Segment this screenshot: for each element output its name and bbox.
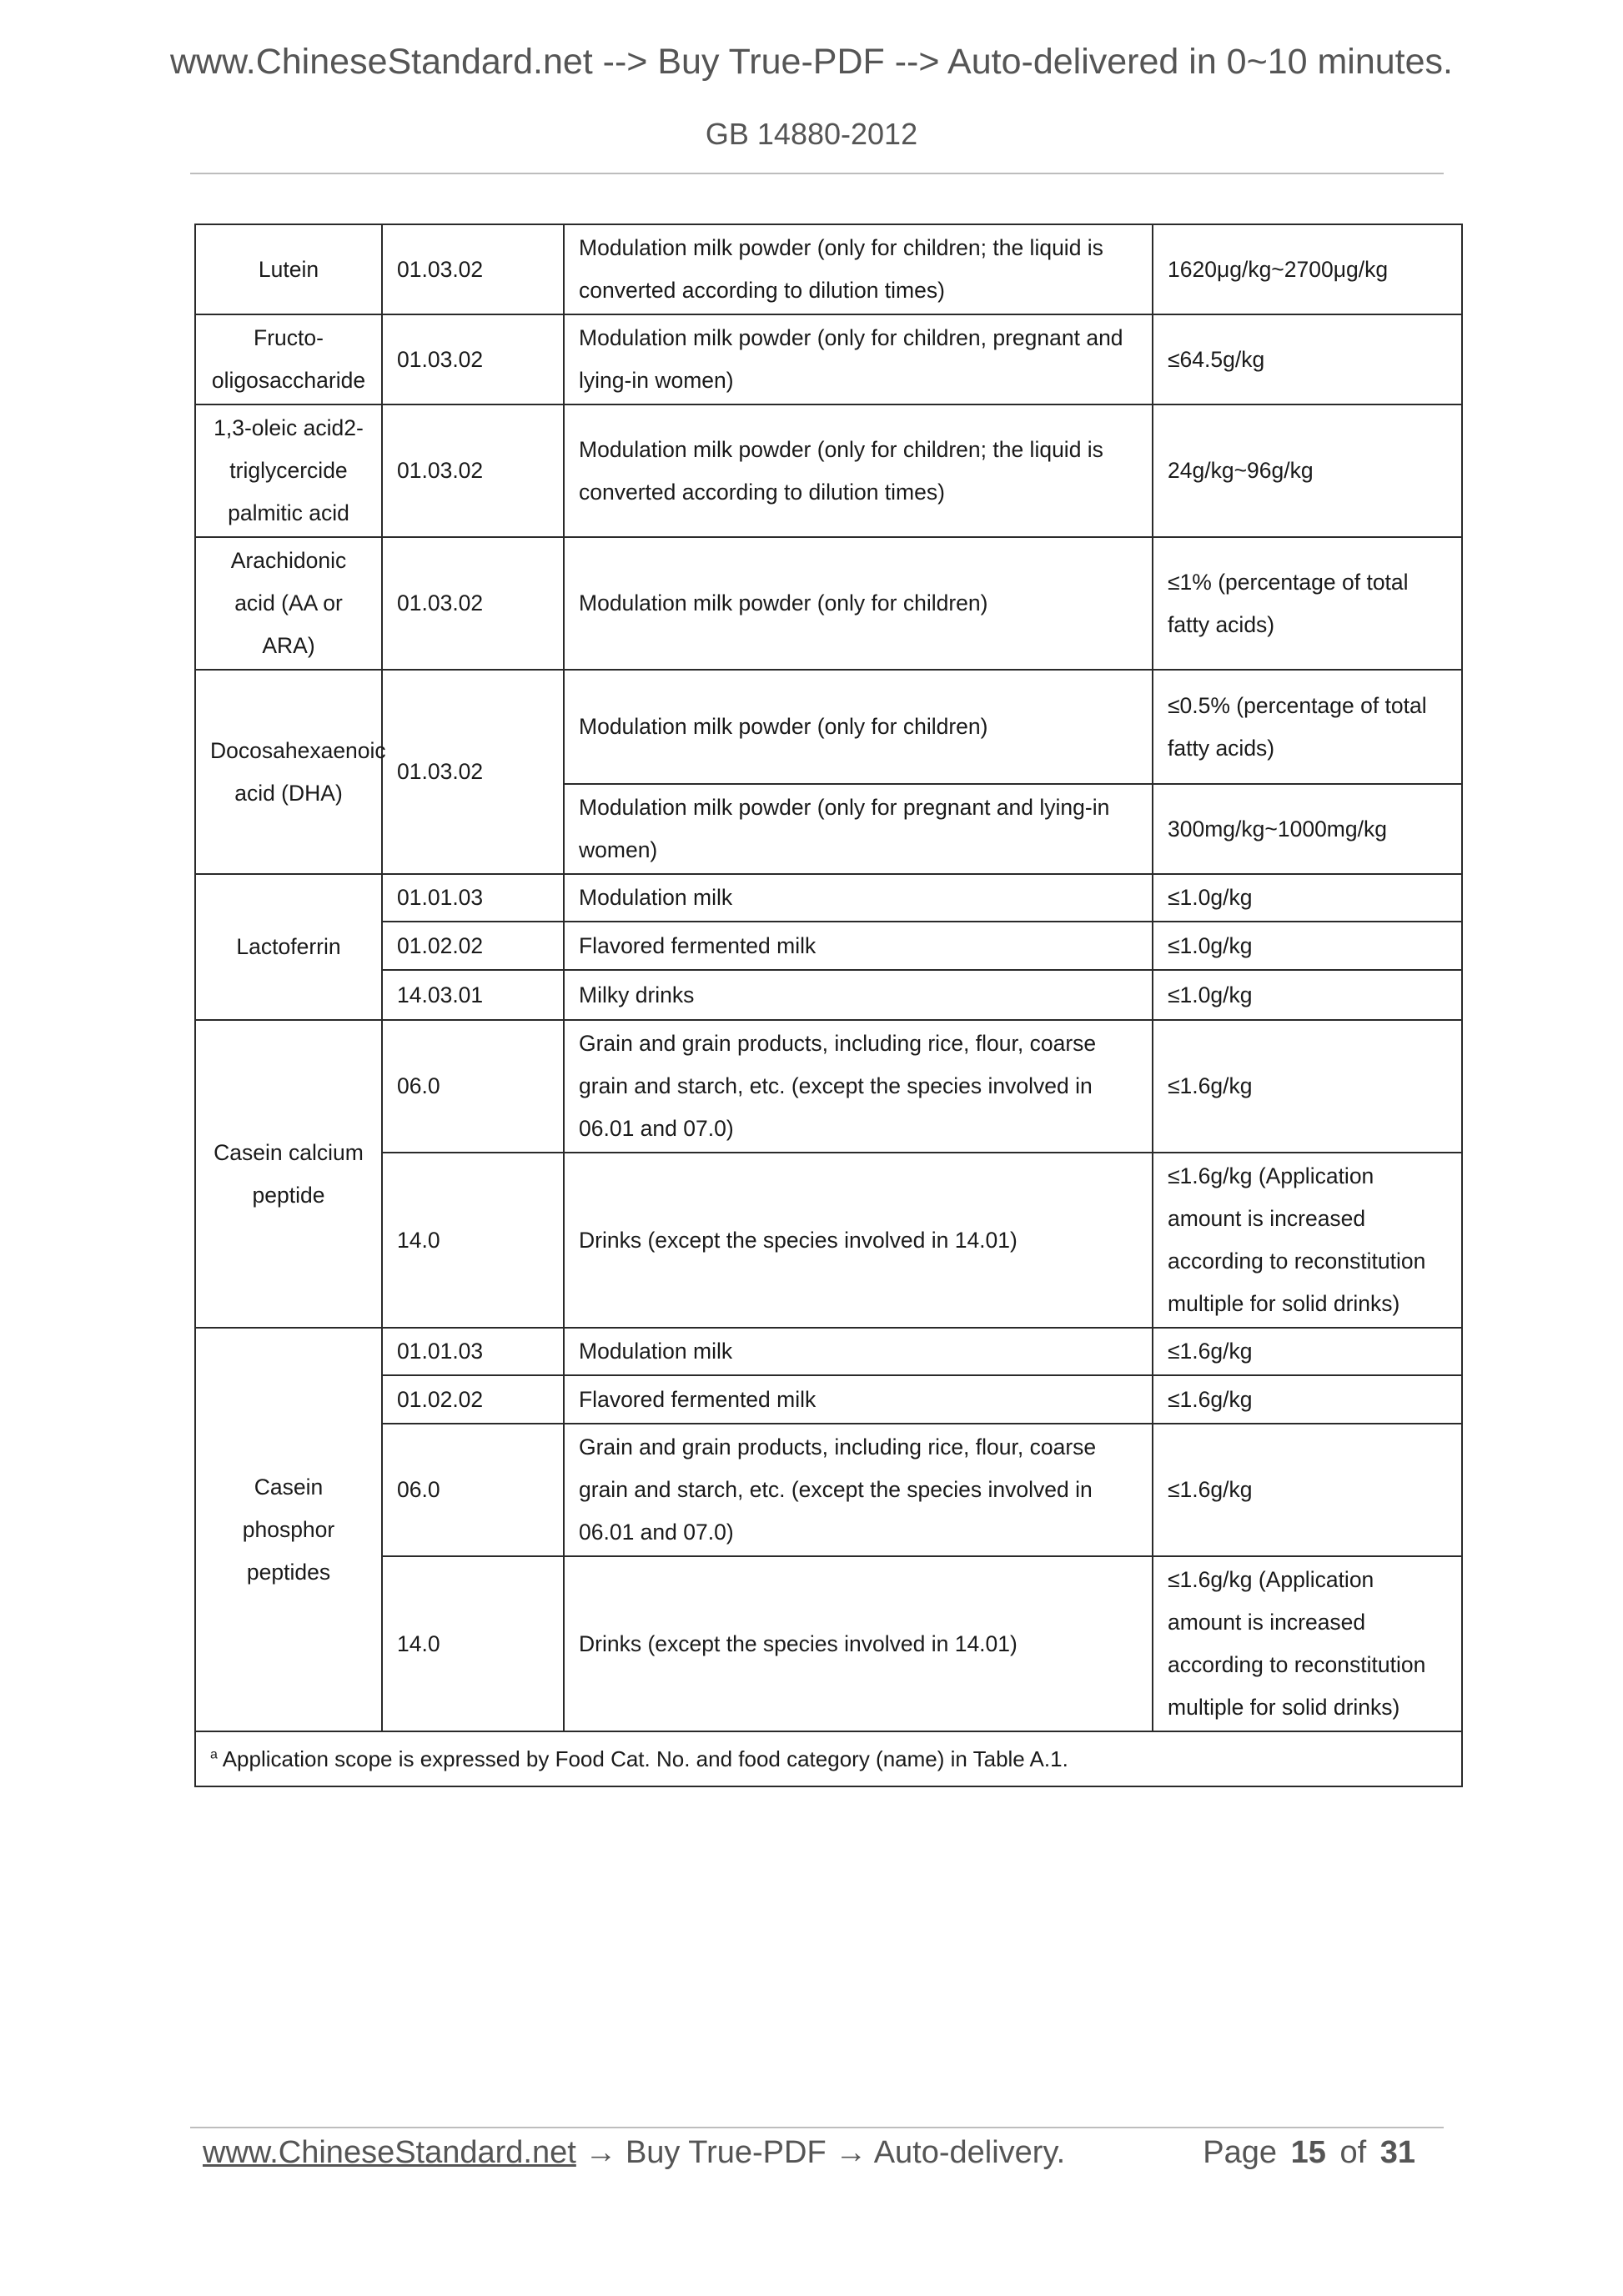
food-cat-no: 01.03.02 [382, 537, 564, 670]
use-amount: ≤1.6g/kg [1153, 1375, 1462, 1424]
of-label: of [1339, 2135, 1367, 2170]
use-amount: ≤1.0g/kg [1153, 874, 1462, 922]
food-category: Modulation milk powder (only for pregnant and lying-in women) [564, 784, 1153, 874]
food-category: Grain and grain products, including rice, flour, coarse grain and starch, etc. (except the species involved in 06.01 and 07.0) [564, 1424, 1153, 1556]
food-category: Modulation milk powder (only for children) [564, 537, 1153, 670]
substance-name: Fructo-oligosaccharide [195, 314, 382, 404]
footnote-text: Application scope is expressed by Food Cat. No. and food category (name) in Table A.1. [222, 1746, 1068, 1771]
food-category: Modulation milk powder (only for children) [564, 670, 1153, 784]
food-category: Flavored fermented milk [564, 1375, 1153, 1424]
food-category: Modulation milk powder (only for children, pregnant and lying-in women) [564, 314, 1153, 404]
food-category: Modulation milk powder (only for children; the liquid is converted according to dilution times) [564, 404, 1153, 537]
food-category: Grain and grain products, including rice, flour, coarse grain and starch, etc. (except the species involved in 06.01 and 07.0) [564, 1020, 1153, 1153]
use-amount: ≤1.0g/kg [1153, 970, 1462, 1020]
table-row [195, 1556, 1462, 1731]
footer-divider [190, 2127, 1444, 2128]
food-cat-no: 06.0 [382, 1424, 564, 1556]
use-amount: 300mg/kg~1000mg/kg [1153, 784, 1462, 874]
substance-name: Casein calcium peptide [195, 1020, 382, 1328]
table-footnote [195, 1731, 1462, 1786]
food-cat-no: 01.03.02 [382, 670, 564, 874]
food-cat-no: 14.0 [382, 1153, 564, 1328]
table-row [195, 970, 1462, 1020]
table-row [195, 224, 1462, 314]
table-row [195, 404, 1462, 537]
use-amount: ≤64.5g/kg [1153, 314, 1462, 404]
use-amount: ≤1.6g/kg [1153, 1328, 1462, 1375]
page-label: Page [1203, 2135, 1278, 2170]
substance-name: 1,3-oleic acid2-triglycercide palmitic acid [195, 404, 382, 537]
page-number: 15 [1290, 2135, 1326, 2170]
table-row [195, 874, 1462, 922]
food-category: Flavored fermented milk [564, 922, 1153, 970]
substance-table [194, 224, 1463, 1787]
header-divider [190, 173, 1444, 174]
food-cat-no: 14.0 [382, 1556, 564, 1731]
food-category: Drinks (except the species involved in 14.01) [564, 1556, 1153, 1731]
substance-name: Arachidonic acid (AA or ARA) [195, 537, 382, 670]
page-footer [203, 2132, 1420, 2173]
food-cat-no: 01.01.03 [382, 874, 564, 922]
substance-name: Lactoferrin [195, 874, 382, 1020]
use-amount: ≤1.6g/kg [1153, 1424, 1462, 1556]
footnote-mark: a [210, 1747, 218, 1762]
food-cat-no: 01.02.02 [382, 922, 564, 970]
table-footnote-row [195, 1731, 1462, 1786]
use-amount: 1620μg/kg~2700μg/kg [1153, 224, 1462, 314]
use-amount: ≤1.6g/kg (Application amount is increased according to reconstitution multiple for solid drinks) [1153, 1153, 1462, 1328]
page-total: 31 [1379, 2135, 1415, 2170]
table-row [195, 1328, 1462, 1375]
source-banner: www.ChineseStandard.net --> Buy True-PDF --> Auto-delivered in 0~10 minutes. [169, 42, 1453, 82]
use-amount: 24g/kg~96g/kg [1153, 404, 1462, 537]
document-id: GB 14880-2012 [705, 117, 918, 151]
food-cat-no: 14.03.01 [382, 970, 564, 1020]
table-row [195, 1375, 1462, 1424]
substance-name: Casein phosphor peptides [195, 1328, 382, 1731]
food-cat-no: 01.03.02 [382, 224, 564, 314]
food-category: Milky drinks [564, 970, 1153, 1020]
use-amount: ≤1% (percentage of total fatty acids) [1153, 537, 1462, 670]
table-row [195, 922, 1462, 970]
footer-tagline: → Buy True-PDF → Auto-delivery. [575, 2135, 1066, 2170]
use-amount: ≤0.5% (percentage of total fatty acids) [1153, 670, 1462, 784]
table-row [195, 670, 1462, 784]
food-category: Modulation milk powder (only for children; the liquid is converted according to dilution times) [564, 224, 1153, 314]
table-row [195, 1153, 1462, 1328]
footer-left [203, 2132, 1065, 2173]
table-row [195, 1424, 1462, 1556]
food-cat-no: 01.03.02 [382, 404, 564, 537]
use-amount: ≤1.6g/kg (Application amount is increased according to reconstitution multiple for solid drinks) [1153, 1556, 1462, 1731]
substance-name: Lutein [195, 224, 382, 314]
food-category: Modulation milk [564, 874, 1153, 922]
food-category: Modulation milk [564, 1328, 1153, 1375]
table-row [195, 1020, 1462, 1153]
food-cat-no: 01.02.02 [382, 1375, 564, 1424]
table-row [195, 537, 1462, 670]
food-cat-no: 06.0 [382, 1020, 564, 1153]
use-amount: ≤1.0g/kg [1153, 922, 1462, 970]
food-cat-no: 01.01.03 [382, 1328, 564, 1375]
site-link[interactable]: www.ChineseStandard.net [203, 2135, 576, 2170]
use-amount: ≤1.6g/kg [1153, 1020, 1462, 1153]
food-cat-no: 01.03.02 [382, 314, 564, 404]
table-row [195, 314, 1462, 404]
substance-name: Docosahexaenoic acid (DHA) [195, 670, 382, 874]
food-category: Drinks (except the species involved in 14.01) [564, 1153, 1153, 1328]
page-indicator [1203, 2132, 1420, 2173]
